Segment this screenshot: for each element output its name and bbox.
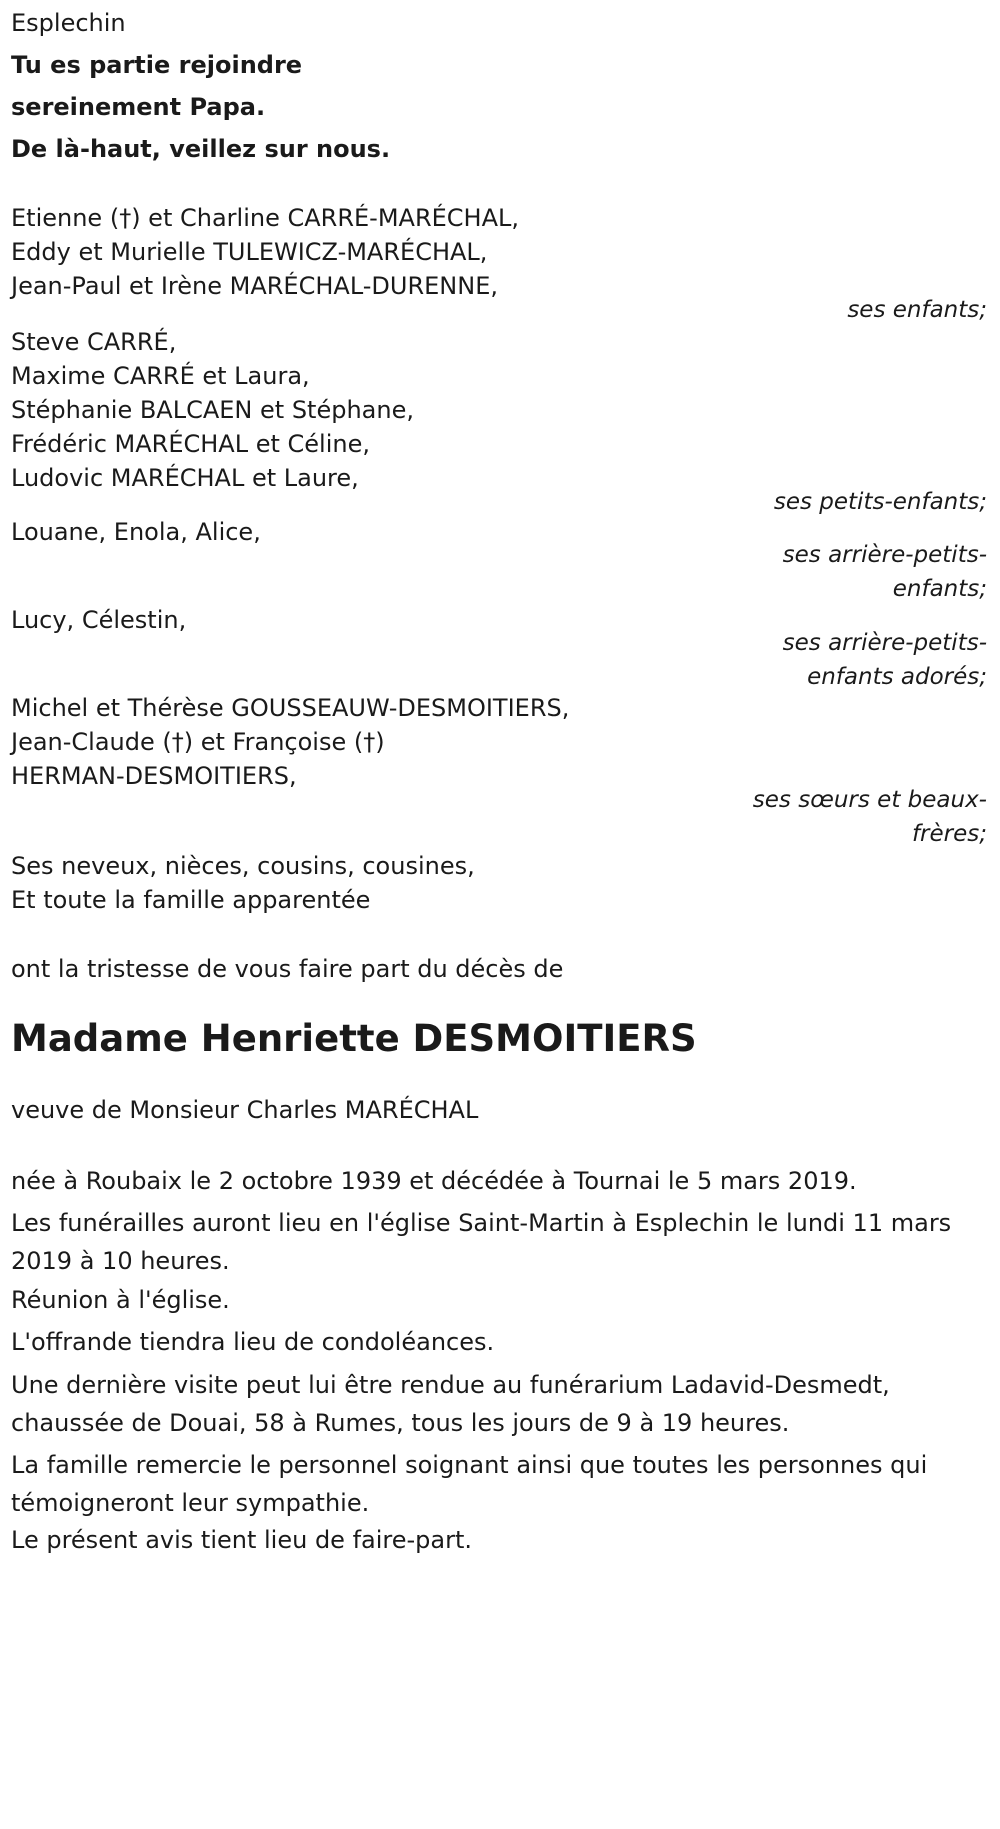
verse-line-3: De là-haut, veillez sur nous. [11, 135, 391, 163]
verse-line-2: sereinement Papa. [11, 93, 266, 121]
sibling-name: Michel et Thérèse GOUSSEAUW-DESMOITIERS, [11, 694, 570, 722]
children-name: Eddy et Murielle TULEWICZ-MARÉCHAL, [11, 238, 488, 266]
deceased-name: Madame Henriette DESMOITIERS [11, 1017, 697, 1060]
grandchild-name: Stéphanie BALCAEN et Stéphane, [11, 396, 414, 424]
great-grandchildren-role-line-1: ses arrière-petits- [782, 542, 987, 568]
offering-text: L'offrande tiendra lieu de condoléances. [11, 1328, 495, 1356]
siblings-role-line-1: ses sœurs et beaux- [752, 787, 987, 813]
grandchild-name: Frédéric MARÉCHAL et Céline, [11, 430, 370, 458]
grandchildren-role: ses petits-enfants; [773, 489, 987, 515]
announcement-text: ont la tristesse de vous faire part du décès de [11, 955, 564, 983]
meeting-text: Réunion à l'église. [11, 1286, 230, 1314]
sibling-name: HERMAN-DESMOITIERS, [11, 762, 297, 790]
funeral-text: Les funérailles auront lieu en l'église Saint-Martin à Esplechin le lundi 11 mars 2019 à 10 heures. [11, 1209, 952, 1275]
great-grandchildren-names: Lucy, Célestin, [11, 606, 187, 634]
other-family-line: Et toute la famille apparentée [11, 886, 371, 914]
great-grandchildren-role-line-1: ses arrière-petits- [782, 630, 987, 656]
verse-line-1: Tu es partie rejoindre [11, 51, 303, 79]
siblings-role-line-2: frères; [911, 821, 987, 847]
grandchild-name: Ludovic MARÉCHAL et Laure, [11, 464, 359, 492]
grandchild-name: Steve CARRÉ, [11, 328, 177, 356]
birth-death-text: née à Roubaix le 2 octobre 1939 et décédée à Tournai le 5 mars 2019. [11, 1167, 857, 1195]
visit-text: Une dernière visite peut lui être rendue au funérarium Ladavid-Desmedt, chaussée de Douai, 58 à Rumes, tous les jours de 9 à 19 heures. [11, 1371, 890, 1437]
thanks-text: La famille remercie le personnel soignant ainsi que toutes les personnes qui témoigneront leur sympathie. [11, 1451, 928, 1517]
great-grandchildren-role-line-2: enfants; [892, 576, 987, 602]
other-family-line: Ses neveux, nièces, cousins, cousines, [11, 852, 475, 880]
sibling-name: Jean-Claude (†) et Françoise (†) [11, 728, 385, 756]
grandchild-name: Maxime CARRÉ et Laura, [11, 362, 310, 390]
great-grandchildren-names: Louane, Enola, Alice, [11, 518, 261, 546]
great-grandchildren-role-line-2: enfants adorés; [807, 664, 987, 690]
children-name: Jean-Paul et Irène MARÉCHAL-DURENNE, [11, 272, 499, 300]
notice-text: Le présent avis tient lieu de faire-part. [11, 1526, 473, 1554]
widow-of-text: veuve de Monsieur Charles MARÉCHAL [11, 1096, 479, 1124]
children-name: Etienne (†) et Charline CARRÉ-MARÉCHAL, [11, 204, 520, 232]
place-name: Esplechin [11, 9, 126, 37]
children-role: ses enfants; [847, 297, 987, 323]
